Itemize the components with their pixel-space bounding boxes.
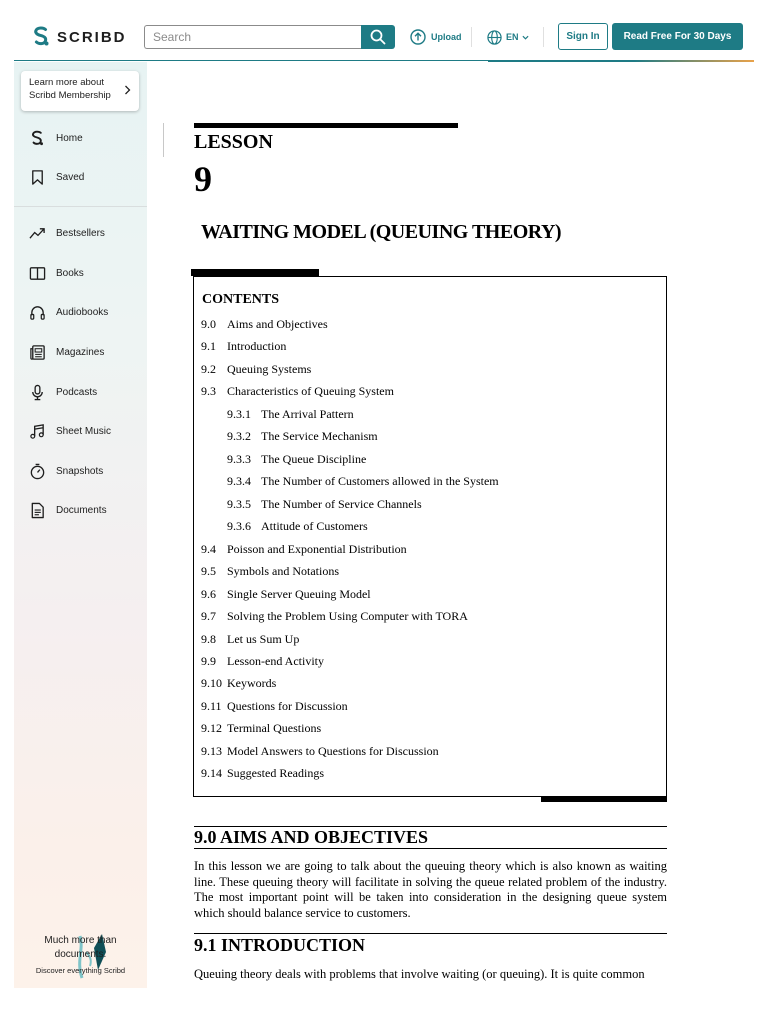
toc-item bbox=[201, 587, 371, 601]
toc-text: Terminal Questions bbox=[227, 721, 322, 735]
scribd-logo-icon bbox=[32, 26, 50, 48]
membership-card[interactable] bbox=[21, 71, 139, 111]
toc-number: 9.3.6 bbox=[227, 519, 251, 533]
toc-item bbox=[201, 362, 311, 376]
toc-text: Let us Sum Up bbox=[227, 632, 300, 646]
promo-block[interactable] bbox=[14, 934, 147, 975]
chevron-down-icon bbox=[522, 34, 529, 41]
toc-number: 9.3.5 bbox=[227, 497, 251, 511]
contents-box bbox=[193, 276, 667, 797]
toc-item bbox=[227, 474, 499, 488]
scribd-logo-icon bbox=[28, 129, 46, 147]
toc-item bbox=[201, 609, 468, 623]
toc-item bbox=[201, 384, 394, 398]
search-icon bbox=[370, 29, 386, 45]
toc-number: 9.13 bbox=[201, 744, 222, 758]
promo-subtitle: Discover everything Scribd bbox=[35, 966, 126, 975]
promo-title-line1: Much more than bbox=[44, 935, 117, 946]
toc-item bbox=[227, 519, 368, 533]
bookmark-icon bbox=[28, 168, 46, 186]
section-heading-aims: 9.0 AIMS AND OBJECTIVES bbox=[194, 827, 429, 847]
toc-number: 9.1 bbox=[201, 339, 216, 353]
toc-text: The Number of Customers allowed in the System bbox=[261, 474, 499, 488]
toc-item bbox=[201, 721, 321, 735]
toc-number: 9.12 bbox=[201, 721, 222, 735]
toc-number: 9.3.4 bbox=[227, 474, 251, 488]
document-page bbox=[150, 62, 754, 988]
book-icon bbox=[28, 264, 46, 282]
toc-text: Queuing Systems bbox=[227, 362, 312, 376]
sidebar-item-label: Home bbox=[56, 132, 83, 144]
toc-item bbox=[201, 699, 348, 713]
sidebar-item-label: Audiobooks bbox=[56, 306, 109, 318]
top-header bbox=[0, 0, 768, 62]
search-button[interactable] bbox=[361, 25, 395, 49]
toc-item bbox=[227, 452, 366, 466]
toc-item bbox=[227, 429, 378, 443]
toc-number: 9.0 bbox=[201, 317, 216, 331]
microphone-icon bbox=[28, 383, 46, 401]
upload-icon bbox=[410, 29, 426, 45]
toc-item bbox=[201, 317, 328, 331]
sidebar-item-books[interactable] bbox=[28, 263, 84, 283]
toc-item bbox=[201, 542, 407, 556]
contents-bottom-rule bbox=[541, 796, 667, 802]
toc-item bbox=[201, 654, 324, 668]
toc-item bbox=[201, 564, 339, 578]
sidebar-item-snapshots[interactable] bbox=[28, 461, 103, 481]
magazine-icon bbox=[28, 343, 46, 361]
chevron-right-icon bbox=[124, 85, 131, 95]
toc-text: The Queue Discipline bbox=[261, 452, 367, 466]
section-paragraph-introduction: Queuing theory deals with problems that involve waiting (or queuing). It is quite common bbox=[194, 967, 645, 981]
toc-number: 9.5 bbox=[201, 564, 216, 578]
sidebar-item-label: Snapshots bbox=[56, 465, 104, 477]
toc-item bbox=[227, 497, 422, 511]
toc-item bbox=[201, 676, 276, 690]
sidebar-divider bbox=[14, 206, 147, 207]
toc-item bbox=[201, 766, 324, 780]
sidebar-item-audiobooks[interactable] bbox=[28, 302, 108, 322]
search-field[interactable] bbox=[144, 25, 362, 49]
header-divider bbox=[471, 27, 472, 47]
toc-number: 9.14 bbox=[201, 766, 222, 780]
section-rule bbox=[194, 933, 667, 934]
sidebar-item-label: Books bbox=[56, 267, 84, 279]
toc-text: Model Answers to Questions for Discussion bbox=[227, 744, 439, 758]
toc-text: Symbols and Notations bbox=[227, 564, 340, 578]
headphones-icon bbox=[28, 303, 46, 321]
lesson-rule bbox=[194, 123, 458, 128]
toc-number: 9.4 bbox=[201, 542, 216, 556]
music-note-icon bbox=[28, 422, 46, 440]
membership-line2: Scribd Membership bbox=[29, 90, 111, 101]
toc-item bbox=[201, 632, 299, 646]
trending-icon bbox=[28, 224, 46, 242]
lesson-number: 9 bbox=[194, 159, 212, 199]
upload-label: Upload bbox=[431, 32, 462, 42]
language-selector[interactable] bbox=[487, 27, 529, 47]
toc-number: 9.3.1 bbox=[227, 407, 251, 421]
toc-number: 9.2 bbox=[201, 362, 216, 376]
sidebar-item-magazines[interactable] bbox=[28, 342, 104, 362]
globe-icon bbox=[487, 30, 502, 45]
toc-number: 9.3.3 bbox=[227, 452, 251, 466]
toc-item bbox=[227, 407, 354, 421]
toc-number: 9.7 bbox=[201, 609, 216, 623]
sidebar-item-home[interactable] bbox=[28, 128, 83, 148]
contents-heading: CONTENTS bbox=[202, 292, 280, 307]
read-free-button[interactable]: Read Free For 30 Days bbox=[612, 23, 743, 50]
toc-text: Single Server Queuing Model bbox=[227, 587, 371, 601]
sidebar-item-label: Magazines bbox=[56, 346, 105, 358]
sidebar-item-bestsellers[interactable] bbox=[28, 223, 105, 243]
sidebar-item-label: Bestsellers bbox=[56, 227, 105, 239]
toc-text: Suggested Readings bbox=[227, 766, 324, 780]
logo-text: SCRIBD bbox=[57, 28, 127, 46]
sidebar-item-label: Sheet Music bbox=[56, 425, 112, 437]
sidebar-item-label: Documents bbox=[56, 504, 107, 516]
sign-in-button[interactable]: Sign In bbox=[558, 23, 608, 50]
sidebar-item-label: Saved bbox=[56, 171, 85, 183]
stopwatch-icon bbox=[28, 462, 46, 480]
toc-text: Attitude of Customers bbox=[261, 519, 368, 533]
toc-text: Solving the Problem Using Computer with TORA bbox=[227, 609, 468, 623]
sidebar-item-label: Podcasts bbox=[56, 386, 98, 398]
toc-number: 9.3 bbox=[201, 384, 216, 398]
search-input[interactable] bbox=[145, 26, 362, 48]
toc-text: Introduction bbox=[227, 339, 287, 353]
document-title: WAITING MODEL (QUEUING THEORY) bbox=[201, 221, 562, 243]
sidebar bbox=[14, 62, 147, 988]
toc-text: The Service Mechanism bbox=[261, 429, 378, 443]
contents-top-rule bbox=[191, 269, 319, 276]
toc-text: Characteristics of Queuing System bbox=[227, 384, 394, 398]
toc-item bbox=[201, 744, 439, 758]
sidebar-item-saved[interactable] bbox=[28, 167, 84, 187]
toc-text: Lesson-end Activity bbox=[227, 654, 324, 668]
section-rule bbox=[194, 848, 667, 849]
upload-button[interactable] bbox=[410, 27, 462, 47]
promo-title-line2: documents. bbox=[54, 949, 107, 960]
section-heading-introduction: 9.1 INTRODUCTION bbox=[194, 935, 366, 955]
sidebar-item-documents[interactable] bbox=[28, 500, 107, 520]
toc-number: 9.8 bbox=[201, 632, 216, 646]
toc-text: Keywords bbox=[227, 676, 277, 690]
toc-text: Questions for Discussion bbox=[227, 699, 348, 713]
document-icon bbox=[28, 501, 46, 519]
membership-line1: Learn more about bbox=[29, 77, 104, 88]
header-divider bbox=[543, 27, 544, 47]
section-paragraph-aims: In this lesson we are going to talk about the queuing theory which is also known as waiting line. These queuing theory will facilitate in solving the queue related problem of the industry. The most important point will be taken into consideration in the designing queue system which should balance service to customers. bbox=[194, 859, 667, 920]
toc-number: 9.11 bbox=[201, 699, 222, 713]
toc-text: The Number of Service Channels bbox=[261, 497, 422, 511]
toc-item bbox=[201, 339, 286, 353]
toc-number: 9.3.2 bbox=[227, 429, 251, 443]
toc-number: 9.6 bbox=[201, 587, 216, 601]
toc-number: 9.9 bbox=[201, 654, 216, 668]
language-label: EN bbox=[506, 32, 519, 42]
toc-text: The Arrival Pattern bbox=[261, 407, 354, 421]
sidebar-item-sheet-music[interactable] bbox=[28, 421, 111, 441]
toc-text: Aims and Objectives bbox=[227, 317, 328, 331]
scribd-logo[interactable] bbox=[32, 25, 127, 49]
toc-number: 9.10 bbox=[201, 676, 222, 690]
viewport-bottom bbox=[0, 988, 768, 1024]
sidebar-item-podcasts[interactable] bbox=[28, 382, 97, 402]
toc-text: Poisson and Exponential Distribution bbox=[227, 542, 407, 556]
lesson-word: LESSON bbox=[194, 131, 273, 153]
